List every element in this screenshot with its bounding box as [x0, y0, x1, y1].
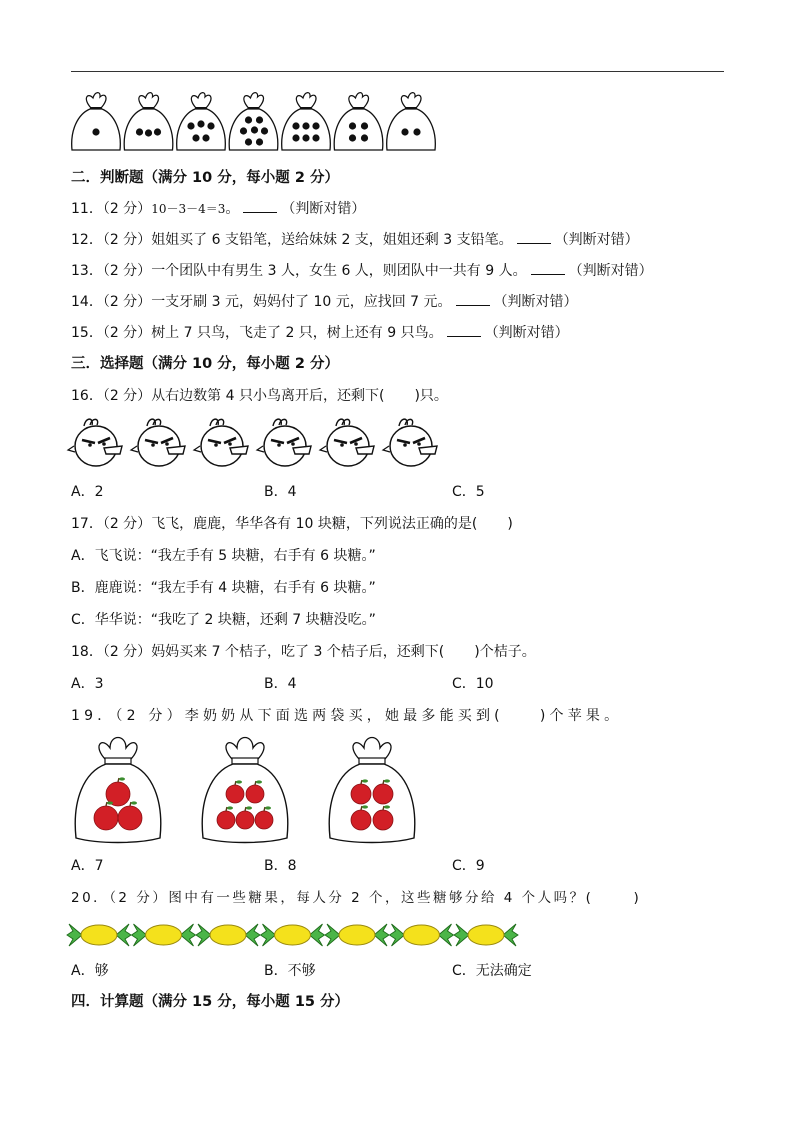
- apple-leaf: [131, 801, 137, 804]
- bag-dot: [154, 128, 161, 135]
- bag-dot: [256, 116, 263, 123]
- option-a[interactable]: A．3: [71, 676, 104, 692]
- answer-blank[interactable]: [243, 201, 277, 213]
- candy-body: [404, 925, 440, 945]
- candy-body: [275, 925, 311, 945]
- candy-body: [81, 925, 117, 945]
- bag-dot: [145, 129, 152, 136]
- apple: [118, 806, 142, 830]
- bird-eye: [228, 442, 232, 446]
- bird-crest: [84, 419, 98, 426]
- section4-title: 四．计算题（满分 15 分，每小题 15 分）: [71, 994, 350, 1010]
- question-suffix: （判断对错）: [554, 232, 639, 248]
- bird-eye: [214, 443, 218, 447]
- candy: [454, 924, 518, 946]
- bag-top: [401, 93, 421, 108]
- dot-bag: [334, 93, 383, 150]
- candy-wrapper-left: [67, 924, 82, 946]
- bag-top: [86, 93, 106, 108]
- bag-dot: [312, 122, 319, 129]
- bird-tail: [320, 446, 327, 452]
- bag-dot: [245, 138, 252, 145]
- question-suffix: （判断对错）: [493, 294, 578, 310]
- section2-title: 二．判断题（满分 10 分，每小题 2 分）: [71, 170, 339, 186]
- bag-top: [296, 93, 316, 108]
- apple-leaf: [246, 806, 252, 809]
- candy-wrapper-left: [261, 924, 276, 946]
- option-c[interactable]: C．5: [452, 484, 485, 500]
- bird-crest: [273, 419, 287, 426]
- apple-bag-top: [353, 738, 391, 761]
- answer-blank[interactable]: [447, 325, 481, 337]
- candy-body: [146, 925, 182, 945]
- candy-wrapper-right: [439, 924, 454, 946]
- bird-crest: [336, 419, 350, 426]
- bag-dot: [292, 122, 299, 129]
- bird: [131, 419, 185, 466]
- bag-dot: [240, 127, 247, 134]
- bag-dot: [361, 134, 368, 141]
- apple-bag-top: [99, 738, 137, 761]
- bird-body: [390, 426, 432, 466]
- candy: [261, 924, 325, 946]
- apple-stem: [361, 780, 362, 784]
- apple-leaf: [265, 806, 271, 809]
- candy-body: [339, 925, 375, 945]
- apple: [94, 806, 118, 830]
- bird-beak: [104, 446, 122, 454]
- question-suffix: （判断对错）: [568, 263, 653, 279]
- bird-eye: [102, 442, 106, 446]
- bird-tail: [383, 446, 390, 452]
- question-text: 一支牙刷 3 元，妈妈付了 10 元，应找回 7 元。: [151, 294, 452, 310]
- bag-top: [139, 93, 159, 108]
- apple-stem: [245, 807, 246, 811]
- question-score: （2 分）: [102, 201, 152, 217]
- bird-beak: [419, 446, 437, 454]
- bag-dot: [361, 122, 368, 129]
- bird-beak: [230, 446, 248, 454]
- bird-tail: [131, 446, 138, 452]
- candy: [390, 924, 454, 946]
- question-text: 树上 7 只鸟，飞走了 2 只，树上还有 9 只鸟。: [151, 325, 443, 341]
- candy-wrapper-right: [181, 924, 196, 946]
- bird: [194, 419, 248, 466]
- option-a[interactable]: A．够: [71, 963, 109, 979]
- question-number: 13．: [71, 263, 103, 279]
- bird: [320, 419, 374, 466]
- dot-bag: [387, 93, 436, 150]
- apple-stem: [226, 807, 227, 811]
- question-number: 12．: [71, 232, 103, 248]
- section3-title: 三．选择题（满分 10 分，每小题 2 分）: [71, 356, 339, 372]
- apple-leaf: [384, 805, 390, 808]
- apple: [255, 811, 273, 829]
- bird-eye: [88, 443, 92, 447]
- candy: [196, 924, 260, 946]
- candy: [132, 924, 196, 946]
- apple-stem: [255, 781, 256, 785]
- bird-beak: [167, 446, 185, 454]
- question-score: （2 分）: [102, 325, 152, 341]
- question-14: [71, 293, 578, 311]
- bird-beak: [293, 446, 311, 454]
- bag-dot: [92, 128, 99, 135]
- bird: [383, 419, 437, 466]
- apple-bag: [329, 738, 415, 843]
- bird-body: [264, 426, 306, 466]
- bird-eye: [417, 442, 421, 446]
- bag-dot: [202, 134, 209, 141]
- bag-dot: [245, 116, 252, 123]
- apple-bags-figure: [74, 738, 414, 846]
- candy-wrapper-left: [390, 924, 405, 946]
- candy-wrapper-left: [454, 924, 469, 946]
- apple-bag-body: [329, 764, 415, 843]
- apple: [351, 810, 371, 830]
- bag-top: [244, 93, 264, 108]
- apple-leaf: [362, 779, 368, 782]
- bird-body: [327, 426, 369, 466]
- question-score: （2 分）: [102, 294, 152, 310]
- bird-tail: [68, 446, 75, 452]
- dot-bag: [282, 93, 331, 150]
- dot-bag: [177, 93, 226, 150]
- question-suffix: （判断对错）: [281, 201, 366, 217]
- option-c[interactable]: C．10: [452, 676, 494, 692]
- apple-stem: [130, 802, 131, 806]
- bag-dot: [349, 122, 356, 129]
- apple-leaf: [236, 780, 242, 783]
- bag-body: [177, 109, 226, 150]
- question-score: （2 分）: [102, 232, 152, 248]
- apple-stem: [118, 778, 119, 782]
- bag-dot: [292, 134, 299, 141]
- question-number: 11．: [71, 201, 103, 217]
- bag-dot: [261, 127, 268, 134]
- answer-blank[interactable]: [517, 232, 551, 244]
- apple-leaf: [107, 801, 113, 804]
- apple-bag-tie: [105, 758, 131, 764]
- question-17: 17．（2 分）飞飞，鹿鹿，华华各有 10 块糖，下列说法正确的是( ): [71, 516, 513, 532]
- bird-eye: [277, 443, 281, 447]
- apple: [351, 784, 371, 804]
- bag-dot: [312, 134, 319, 141]
- bag-dot: [302, 134, 309, 141]
- question-19: 19．（2 分）李奶奶从下面选两袋买，她最多能买到( )个苹果。: [71, 708, 623, 724]
- candy-body: [210, 925, 246, 945]
- question-15: [71, 324, 569, 342]
- question-11: 11．（2 分）10－3－4＝3。 （判断对错）: [71, 201, 366, 217]
- bird-tail: [194, 446, 201, 452]
- bag-dot: [207, 122, 214, 129]
- question-12: [71, 231, 639, 249]
- apple-stem: [383, 780, 384, 784]
- apple-stem: [235, 781, 236, 785]
- candy: [325, 924, 389, 946]
- option-a[interactable]: A．2: [71, 484, 104, 500]
- apple: [373, 784, 393, 804]
- bag-dot: [256, 138, 263, 145]
- bird: [257, 419, 311, 466]
- candy-wrapper-left: [325, 924, 340, 946]
- apple-leaf: [384, 779, 390, 782]
- apple-stem: [264, 807, 265, 811]
- candy: [67, 924, 131, 946]
- bird-crest: [210, 419, 224, 426]
- candy-wrapper-left: [132, 924, 147, 946]
- apple-leaf: [362, 805, 368, 808]
- apple: [236, 811, 254, 829]
- bag-dot: [197, 120, 204, 127]
- math-expression: 10－3－4＝3: [151, 202, 226, 216]
- bird-eye: [354, 442, 358, 446]
- bird-beak: [356, 446, 374, 454]
- bag-body: [387, 109, 436, 150]
- bag-top: [349, 93, 369, 108]
- answer-blank[interactable]: [531, 263, 565, 275]
- bird-body: [138, 426, 180, 466]
- bag-dot: [349, 134, 356, 141]
- option-b[interactable]: B．不够: [264, 963, 316, 979]
- bird: [68, 419, 122, 466]
- option-b[interactable]: B．4: [264, 676, 297, 692]
- option-c[interactable]: C．9: [452, 858, 485, 874]
- option-b[interactable]: B．鹿鹿说：“我左手有 4 块糖，右手有 6 块糖。”: [71, 580, 376, 596]
- apple-stem: [361, 806, 362, 810]
- question-number: 14．: [71, 294, 103, 310]
- option-c[interactable]: C．无法确定: [452, 963, 532, 979]
- bag-body: [334, 109, 383, 150]
- question-score: （2 分）: [102, 263, 152, 279]
- birds-figure: [72, 418, 442, 470]
- candies-figure: [73, 920, 548, 950]
- candy-wrapper-right: [503, 924, 518, 946]
- apple-stem: [106, 802, 107, 806]
- candy-wrapper-right: [116, 924, 131, 946]
- apple: [246, 785, 264, 803]
- candy-wrapper-right: [245, 924, 260, 946]
- bag-dot: [302, 122, 309, 129]
- bird-eye: [291, 442, 295, 446]
- apple-leaf: [119, 777, 125, 780]
- apple-bag: [75, 738, 161, 843]
- question-18: 18．（2 分）妈妈买来 7 个桔子，吃了 3 个桔子后，还剩下( )个桔子。: [71, 644, 536, 660]
- dot-bag: [72, 93, 121, 150]
- bird-eye: [151, 443, 155, 447]
- apple-bag-tie: [232, 758, 258, 764]
- bird-body: [201, 426, 243, 466]
- question-text: 一个团队中有男生 3 人，女生 6 人，则团队中一共有 9 人。: [151, 263, 527, 279]
- bird-eye: [403, 443, 407, 447]
- apple-leaf: [256, 780, 262, 783]
- apple-bag-tie: [359, 758, 385, 764]
- question-16: 16．（2 分）从右边数第 4 只小鸟离开后，还剩下( )只。: [71, 388, 448, 404]
- bag-dot: [187, 122, 194, 129]
- dot-bag: [124, 93, 173, 150]
- candy-wrapper-left: [196, 924, 211, 946]
- bird-crest: [399, 419, 413, 426]
- bird-eye: [340, 443, 344, 447]
- bird-eye: [165, 442, 169, 446]
- bag-dot: [251, 126, 258, 133]
- apple-bag-body: [202, 764, 288, 843]
- apple-leaf: [227, 806, 233, 809]
- question-number: 15．: [71, 325, 103, 341]
- apple-stem: [383, 806, 384, 810]
- question-suffix: （判断对错）: [484, 325, 569, 341]
- bird-tail: [257, 446, 264, 452]
- question-13: [71, 262, 653, 280]
- bag-dot: [136, 128, 143, 135]
- apple-bag-top: [226, 738, 264, 761]
- option-b[interactable]: B．4: [264, 484, 297, 500]
- candy-body: [468, 925, 504, 945]
- answer-blank[interactable]: [456, 294, 490, 306]
- candy-wrapper-right: [310, 924, 325, 946]
- header-rule: [71, 71, 724, 72]
- question-text: 姐姐买了 6 支铅笔，送给妹妹 2 支，姐姐还剩 3 支铅笔。: [151, 232, 513, 248]
- bag-top: [191, 93, 211, 108]
- candy-wrapper-right: [374, 924, 389, 946]
- option-b[interactable]: B．8: [264, 858, 297, 874]
- dot-bags-figure: [70, 94, 440, 154]
- bag-dot: [192, 134, 199, 141]
- bird-crest: [147, 419, 161, 426]
- apple: [217, 811, 235, 829]
- question-20: 20．（2 分）图中有一些糖果，每人分 2 个，这些糖够分给 4 个人吗？( ): [71, 890, 642, 906]
- option-a[interactable]: A．7: [71, 858, 104, 874]
- dot-bag: [229, 93, 278, 150]
- option-a[interactable]: A．飞飞说：“我左手有 5 块糖，右手有 6 块糖。”: [71, 548, 376, 564]
- apple: [373, 810, 393, 830]
- bird-body: [75, 426, 117, 466]
- bag-dot: [413, 128, 420, 135]
- bag-dot: [401, 128, 408, 135]
- option-c[interactable]: C．华华说：“我吃了 2 块糖，还剩 7 块糖没吃。”: [71, 612, 376, 628]
- apple: [226, 785, 244, 803]
- apple-bag: [202, 738, 288, 843]
